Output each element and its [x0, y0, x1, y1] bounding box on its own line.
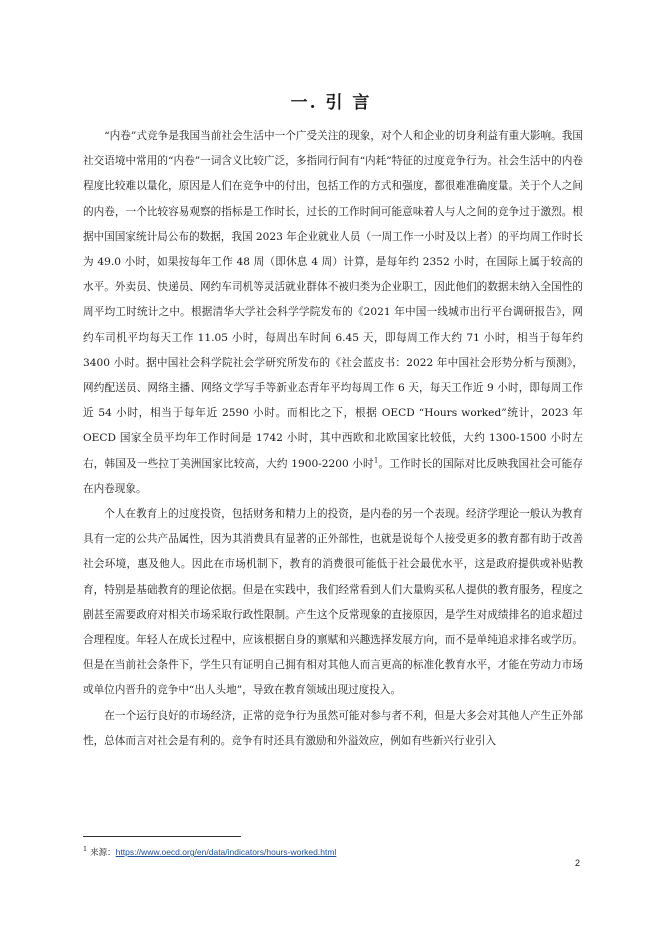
footnote-label: 来源： — [90, 847, 116, 858]
paragraph-1 — [83, 124, 583, 502]
paragraph-2: 个人在教育上的过度投资，包括财务和精力上的投资，是内卷的另一个表现。经济学理论一般认为教育具有一定的公共产品属性，因为其消费具有显著的正外部性，也就是说每个人接受更多的教育都有助于改善社会环境，惠及他人。因此在市场机制下，教育的消费很可能低于社会最优水平，这是政府提供或补贴教育，特别是基础教育的理论依据。但是在实践中，我们经常看到人们大量购买私人提供的教育服务，程度之剧甚至需要政府对相关市场采取行政性限制。产生这个反常现象的直接原因，是学生对成绩排名的追求超过合理程度。年轻人在成长过程中，应该根据自身的禀赋和兴趣选择发展方向，而不是单纯追求排名或学历。但是在当前社会条件下，学生只有证明自己拥有相对其他人而言更高的标准化教育水平，才能在劳动力市场或单位内晋升的竞争中“出人头地”，导致在教育领域出现过度投入。 — [83, 508, 583, 697]
footnote-reference[interactable]: 1 — [373, 456, 379, 465]
footnote — [83, 843, 583, 859]
footnote-link[interactable]: https://www.oecd.org/en/data/indicators/hours-worked.html — [115, 846, 337, 857]
paragraph-3: 在一个运行良好的市场经济，正常的竞争行为虽然可能对参与者不利，但是大多会对其他人产生正外部性，总体而言对社会是有利的。竞争有时还具有激励和外溢效应，例如有些新兴行业引入 — [83, 709, 583, 747]
body-text — [83, 124, 583, 754]
page-number: 2 — [574, 858, 580, 868]
section-title: 一. 引 言 — [290, 93, 372, 113]
paragraph-1-tail: 。工作时长的国际对比反映我国社会可能存在内卷现象。 — [83, 457, 584, 495]
footnote-number: 1 — [83, 845, 88, 853]
paragraph-1-text: “内卷”式竞争是我国当前社会生活中一个广受关注的现象，对个人和企业的切身利益有重大影响。我国社交语境中常用的“内卷”一词含义比较广泛，多指同行间有“内耗”特征的过度竞争行为。社会生活中的内卷程度比较难以量化，原因是人们在竞争中的付出，包括工作的方式和强度，都很难准确度量。关于个人之间的内卷，一个比较容易观察的指标是工作时长，过长的工作时间可能意味着人与人之间的竞争过于激烈。根据中国国家统计局公布的数据，我国 2023 年企业就业人员（一周工作一小时及以上者）的平均周工作时长为 49.0 小时，如果按每年工作 48 周（即休息 4 周）计算，是每年约 2352 小时，在国际上属于较高的水平。外卖员、快递员、网约车司机等灵活就业群体不被归类为企业职工，因此他们的数据未纳入全国性的周平均工时统计之中。根据清华大学社会科学学院发布的《2021 年中国一线城市出行平台调研报告》，网约车司机平均每天工作 11.05 小时，每周出车时间 6.45 天，即每周工作大约 71 小时，相当于每年约 3400 小时。据中国社会科学院社会学研究所发布的《社会蓝皮书：2022 年中国社会形势分析与预测》，网约配送员、网络主播、网络文学写手等新业态青年平均每周工作 6 天，每天工作近 9 小时，即每周工作近 54 小时，相当于每年近 2590 小时。而相比之下，根据 OECD “Hours worked”统计，2023 年 OECD 国家全员平均年工作时间是 1742 小时，其中西欧和北欧国家比较低，大约 1300-1500 小时左右，韩国及一些拉丁美洲国家比较高，大约 1900-2200 小时 — [83, 130, 583, 470]
footnote-divider — [83, 836, 241, 837]
